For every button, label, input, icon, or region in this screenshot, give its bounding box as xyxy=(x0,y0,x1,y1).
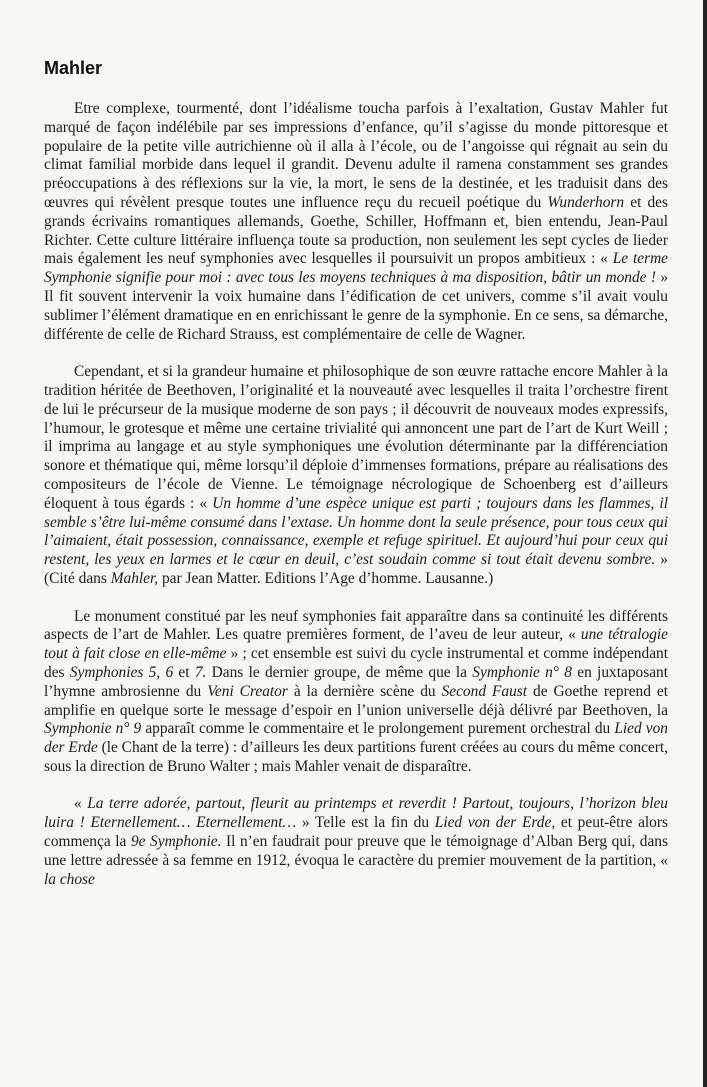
text-run: Le monument constitué par les neuf symphonies fait apparaître dans sa continuité les différents aspects de l’art de Mahler. Les quatre premières forment, de l’aveu de leur auteur, « xyxy=(44,607,668,644)
italic-text: Lied von der Erde xyxy=(44,720,668,757)
text-run: « xyxy=(74,795,88,813)
italic-text: La terre adorée, partout, fleurit au printemps et reverdit ! Partout, toujours, l’horizon bleu luira ! Eternellement… Eternellement… xyxy=(44,795,669,832)
text-run: (le Chant de la terre) : d’ailleurs les deux partitions furent créées au cours du même concert, sous la direction de Bruno Walter ; mais Mahler venait de disparaître. xyxy=(44,739,669,775)
text-run: Cependant, et si la grandeur humaine et philosophique de son œuvre rattache encore Mahler à la tradition héritée de Beethoven, l’originalité et la nouveauté avec lesquelles il traita l’orchestre firent de lui le précurseur de la musique moderne de son pays ; il découvrit de nouveaux modes expressifs, l’humour, le grotesque et même une certaine trivialité qui annoncent une part de l’art de Kurt Weill ; il imprima au langage et au style symphoniques une évolution déterminante par la différenciation sonore et thématique qui, même lorsqu’il déploie d’immenses formations, prépare au réalisations des compositeurs de l’école de Vienne. Le témoignage nécrologique de Schoenberg est d’ailleurs éloquent à tous égards : « xyxy=(44,363,668,512)
text-run: » Il fit souvent intervenir la voix humaine dans l’édification de cet univers, comme s’il avait voulu sublimer l’élément dramatique en en enrichissant le genre de la symphonie. En ce sens, sa démarche, différente de celle de Richard Strauss, est complémentaire de celle de Wagner. xyxy=(44,269,669,343)
italic-text: Un homme d’une espèce unique est parti ; toujours dans les flammes, il semble s’être lui-même consumé dans l’extase. Un homme dont la seule présence, pour tous ceux qui l’aimaient, était possession, connaissance, exemple et refuge spirituel. Et aujourd’hui pour ceux qui restent, les yeux en larmes et le cœur en deuil, c’est soudain comme si tout était devenu sombre. xyxy=(44,494,668,569)
italic-text: 7. xyxy=(194,663,207,681)
text-run: et xyxy=(173,663,195,681)
text-run: en juxtaposant l’hymne ambrosienne du xyxy=(44,663,669,700)
text-run: Il n’en faudrait pour preuve que le témoignage d’Alban Berg qui, dans une lettre adressée à sa femme en 1912, évoqua le caractère du premier mouvement de la partition, « xyxy=(44,833,668,869)
italic-text: Second Faust xyxy=(441,682,528,700)
text-run: Etre complexe, tourmenté, dont l’idéalisme toucha parfois à l’exaltation, Gustav Mahler fut marqué de façon indélébile par ses impressions d’enfance, qu’il s’agisse du monde pittoresque et populaire de la petite ville autrichienne où il alla à l’école, ou de l’angoisse qui régnait au sein du climat familial morbide dans lequel il grandit. Devenu adulte il ramena constamment ses grandes préoccupations à des réflexions sur la vie, la mort, le sens de la destinée, et les traduisit dans des œuvres qui révèlent presque toutes une influence reçu du recueil poétique du xyxy=(44,100,668,211)
text-run: à la dernière scène du xyxy=(287,682,442,700)
italic-text: Veni Creator xyxy=(207,682,288,700)
paragraph-3 xyxy=(44,608,668,777)
italic-text: Wunderhorn xyxy=(547,193,625,211)
paragraph-1 xyxy=(44,100,668,344)
text-run: par Jean Matter. Editions l’Age d’homme. Lausanne.) xyxy=(158,569,494,587)
paragraph-4 xyxy=(44,795,668,889)
italic-text: une tétralogie tout à fait close en elle-même xyxy=(44,626,668,663)
text-run: » ; cet ensemble est suivi du cycle instrumental et comme indépendant des xyxy=(44,645,668,681)
italic-text: Le terme Symphonie signifie pour moi : avec tous les moyens techniques à ma disposition, bâtir un monde ! xyxy=(44,250,669,287)
italic-text: Symphonie n° 8 xyxy=(472,663,572,681)
italic-text: Mahler, xyxy=(110,569,159,587)
document-body xyxy=(44,100,668,889)
italic-text: Lied von der Erde, xyxy=(434,814,556,832)
italic-text: Symphonies 5, 6 xyxy=(69,663,174,681)
paragraph-2 xyxy=(44,363,668,589)
page-edge xyxy=(703,0,707,1087)
text-run: » Telle est la fin du xyxy=(296,814,435,832)
italic-text: Symphonie n° 9 xyxy=(44,720,142,738)
italic-text: 9e Symphonie. xyxy=(130,833,222,851)
text-run: Dans le dernier groupe, de même que la xyxy=(206,663,473,681)
text-run: et des grands écrivains romantiques allemands, Goethe, Schiller, Hoffmann et, bien entendu, Jean-Paul Richter. Cette culture littéraire influença toute sa production, non seulement les sept cycles de lieder mais également les neuf symphonies avec lesquelles il poursuivit un propos ambitieux : « xyxy=(44,193,668,268)
text-run: et peut-être alors commença la xyxy=(44,814,668,851)
page-title: Mahler xyxy=(44,58,103,78)
italic-text: la chose xyxy=(44,870,95,888)
text-run: apparaît comme le commentaire et le prolongement purement orchestral du xyxy=(141,720,615,738)
text-run: » (Cité dans xyxy=(44,551,669,587)
text-run: de Goethe reprend et amplifie en quelque sorte le message d’espoir en l’union universelle déjà délivré par Beethoven, la xyxy=(44,682,668,719)
